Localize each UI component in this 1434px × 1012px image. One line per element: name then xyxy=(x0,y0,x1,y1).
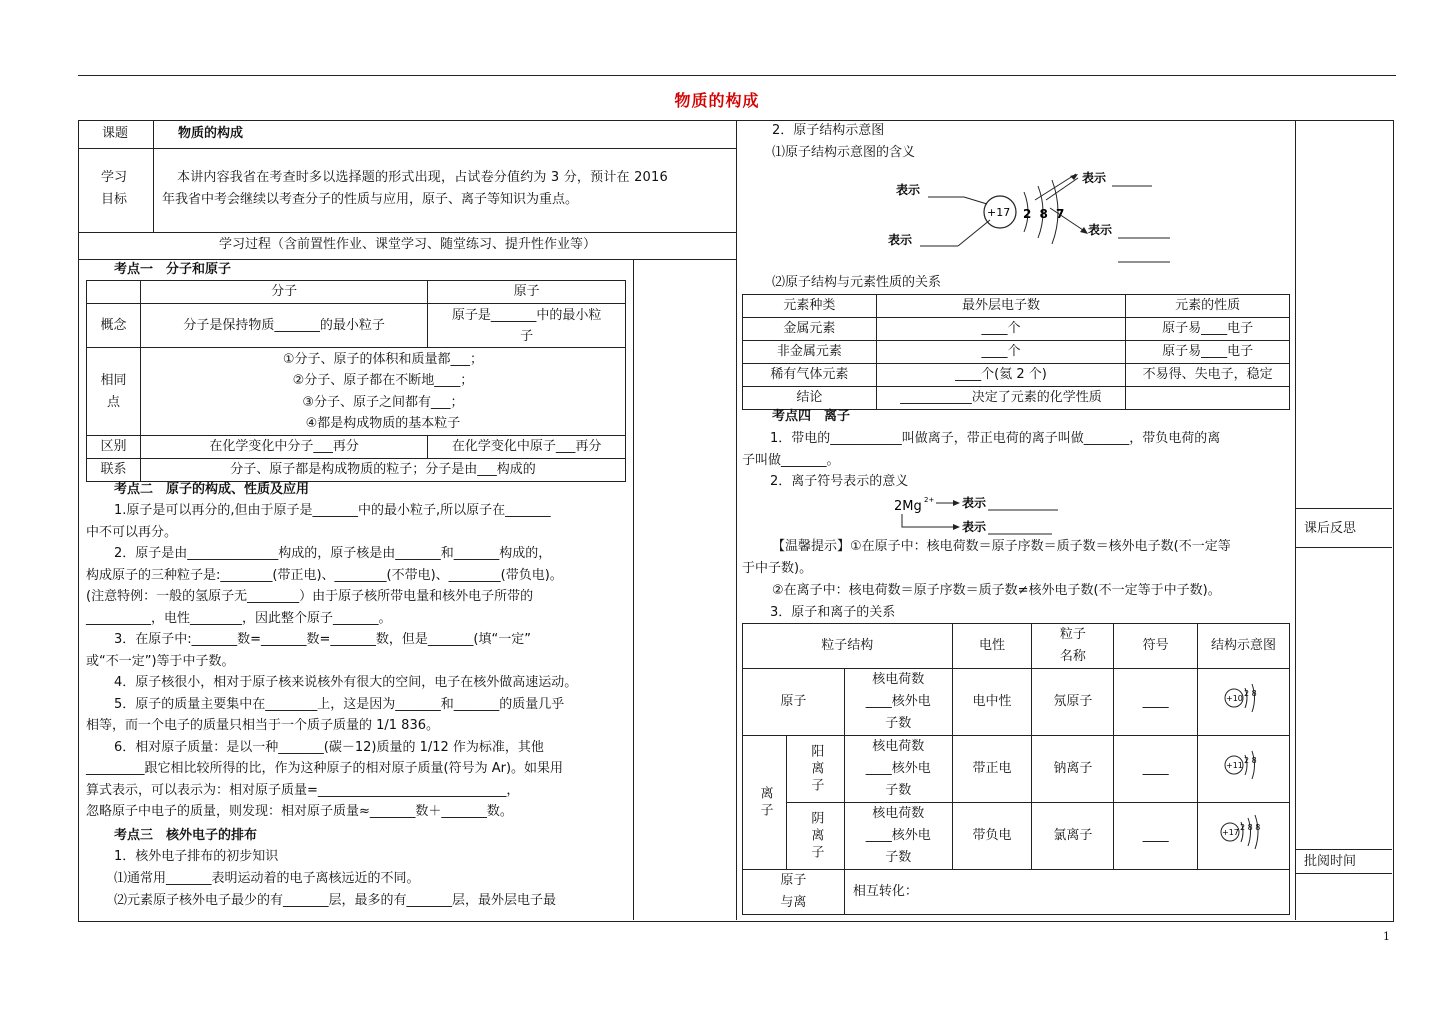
s2-sub1: ⑴原子结构示意图的含义 xyxy=(772,145,916,160)
goal-label-2: 目标 xyxy=(101,192,128,207)
side-rule-3 xyxy=(1296,849,1392,850)
k2-line: __________，电性________，因此整个原子_______。 xyxy=(86,610,392,626)
goal-line-2: 年我省中考会继续以考查分子的性质与应用，原子、离子等知识为重点。 xyxy=(162,192,579,207)
h-symbol: 符号 xyxy=(1114,624,1198,669)
rel-header: 元素种类 xyxy=(743,295,877,318)
concept-atom: 原子是_______中的最小粒 子 xyxy=(428,304,626,348)
atom-structure-diagram xyxy=(880,164,1180,268)
ion-symbol: ____ xyxy=(1114,736,1198,803)
k2-line: 2．原子是由______________构成的，原子核是由_______和_______构成的， xyxy=(114,546,552,561)
k2-line: 中不可以再分。 xyxy=(86,524,178,540)
topic-value: 物质的构成 xyxy=(178,126,244,141)
molecule-atom-table xyxy=(86,280,626,482)
k2-heading: 考点二 原子的构成、性质及应用 xyxy=(114,482,310,497)
k3-line: 1．核外电子排布的初步知识 xyxy=(114,849,279,864)
diff-atom: 在化学变化中原子___再分 xyxy=(428,436,626,459)
topic-label: 课题 xyxy=(102,126,129,141)
tip-line-3: ②在离子中：核电荷数＝原子序数＝质子数≠核外电子数(不一定等于中子数)。 xyxy=(772,583,1221,598)
ion-charge: 电中性 xyxy=(952,669,1032,736)
rel-cell: 原子易____电子 xyxy=(1126,341,1290,364)
ion-charge: 带正电 xyxy=(952,736,1032,803)
header-col-divider xyxy=(153,120,154,232)
k2-line: 4．原子核很小，相对于原子核来说核外有很大的空间，电子在核外做高速运动。 xyxy=(114,675,578,690)
ion-diagram xyxy=(1198,736,1290,803)
side-rule-2 xyxy=(1296,547,1392,548)
k4-line: 1．带电的___________叫做离子，带正电荷的离子叫做_______，带负电荷的离 xyxy=(770,431,1221,446)
ion-name: 氯离子 xyxy=(1032,803,1114,870)
row-cation: 阳离子 xyxy=(786,736,844,803)
k2-line: 忽略原子中电子的质量，则发现：相对原子质量≈_______数＋_______数。 xyxy=(86,804,513,819)
ion-name: 氖原子 xyxy=(1032,669,1114,736)
rel-header: 元素的性质 xyxy=(1126,295,1290,318)
h-name: 粒子 名称 xyxy=(1032,624,1114,669)
divider-side xyxy=(1295,120,1296,920)
ion-symbol: ____ xyxy=(1114,669,1198,736)
element-property-table xyxy=(742,294,1290,410)
diag-label-a: 表示 xyxy=(896,183,921,197)
page-number: 1 xyxy=(1383,930,1390,943)
k2-line: 6．相对原子质量：是以一种_______(碳－12)质量的 1/12 作为标准，其他 xyxy=(114,739,544,755)
diag-label-d: 表示 xyxy=(1088,223,1113,237)
rel-cell: 金属元素 xyxy=(743,318,877,341)
ion-diagram xyxy=(1198,669,1290,736)
col-molecule: 分子 xyxy=(140,281,427,304)
ion-name: 钠离子 xyxy=(1032,736,1114,803)
k2-line: 1.原子是可以再分的,但由于原子是_______中的最小粒子,所以原子在_______ xyxy=(114,503,551,518)
sodium-shells: 2 8 xyxy=(1243,756,1257,765)
s2-sub2: ⑵原子结构与元素性质的关系 xyxy=(772,275,942,290)
k1-heading: 考点一 分子和原子 xyxy=(114,262,232,277)
page-title: 物质的构成 xyxy=(674,91,760,110)
ion-desc: 核电荷数 ____核外电 子数 xyxy=(844,736,952,803)
review-time-label: 批阅时间 xyxy=(1304,854,1357,869)
sodium-ion-icon xyxy=(1222,745,1266,785)
ion-symbol: ____ xyxy=(1114,803,1198,870)
ion-diagram xyxy=(1198,803,1290,870)
mg-label-1: 表示 xyxy=(962,496,987,510)
neon-atom-icon xyxy=(1222,678,1266,718)
cell-empty xyxy=(87,281,141,304)
divider-left-inner xyxy=(633,259,634,920)
s2-title: 2．原子结构示意图 xyxy=(772,123,885,138)
k2-line: (注意特例：一般的氢原子无________）由于原子核所带电量和核外电子所带的 xyxy=(86,589,534,604)
neon-nucleus: +10 xyxy=(1225,694,1243,703)
rel-value: 相互转化： xyxy=(844,870,1289,915)
reflection-label: 课后反思 xyxy=(1304,521,1357,536)
k4-line: 2．离子符号表示的意义 xyxy=(770,474,909,489)
mg-charge: 2+ xyxy=(924,496,935,504)
side-rule-4 xyxy=(1296,873,1392,874)
rel-header: 最外层电子数 xyxy=(876,295,1126,318)
chloride-shells: 2 8 8 xyxy=(1239,823,1260,832)
k4-heading: 考点四 离子 xyxy=(772,409,851,424)
neon-shells: 2 8 xyxy=(1243,689,1257,698)
k4-line: 子叫做_______。 xyxy=(742,453,840,468)
rel-cell: 非金属元素 xyxy=(743,341,877,364)
diag-label-c: 表示 xyxy=(1082,171,1107,185)
atom-ion-table xyxy=(742,623,1290,915)
ion-desc: 核电荷数 ____核外电 子数 xyxy=(844,669,952,736)
tip-line-1: 【温馨提示】①在原子中：核电荷数＝原子序数＝质子数＝核外电子数(不一定等 xyxy=(772,539,1231,554)
k3-heading: 考点三 核外电子的排布 xyxy=(114,828,258,843)
k2-line: 或“不一定”)等于中子数。 xyxy=(86,653,235,669)
ion-desc: 核电荷数 ____核外电 子数 xyxy=(844,803,952,870)
tip-line-2: 于中子数)。 xyxy=(742,561,813,576)
ion-symbol-diagram xyxy=(892,492,1062,538)
row-diff: 区别 xyxy=(87,436,141,459)
row-concept: 概念 xyxy=(87,304,141,348)
k3-line: ⑵元素原子核外电子最少的有_______层，最多的有_______层，最外层电子最 xyxy=(114,893,557,908)
k2-line: 相等，而一个电子的质量只相当于一个质子质量的 1/1 836。 xyxy=(86,718,439,733)
row-link: 联系 xyxy=(87,459,141,482)
row-ion: 离子 xyxy=(743,736,787,870)
rel-cell xyxy=(1126,387,1290,410)
k2-line: 3．在原子中:_______数=_______数=_______数，但是_______(填“一定” xyxy=(114,632,531,647)
h-charge: 电性 xyxy=(952,624,1032,669)
same-points: ①分子、原子的体积和质量都___； ②分子、原子都在不断地____； ③分子、原子之间都有___； ④都是构成物质的基本粒子 xyxy=(140,348,625,436)
concept-molecule: 分子是保持物质_______的最小粒子 xyxy=(140,304,427,348)
process-label: 学习过程（含前置性作业、课堂学习、随堂练习、提升性作业等） xyxy=(218,237,596,252)
col-atom: 原子 xyxy=(428,281,626,304)
rel-cell: 不易得、失电子，稳定 xyxy=(1126,364,1290,387)
chloride-nucleus: +17 xyxy=(1221,828,1239,837)
row-atom: 原子 xyxy=(743,669,845,736)
mg-symbol: 2Mg xyxy=(894,499,922,514)
nucleus-label: +17 xyxy=(987,206,1011,219)
rel-cell: 稀有气体元素 xyxy=(743,364,877,387)
k2-line: 构成原子的三种粒子是:________(带正电)、________(不带电)、________(带负电)。 xyxy=(86,567,563,583)
sodium-nucleus: +11 xyxy=(1225,761,1243,770)
k2-line: 5．原子的质量主要集中在________上，这是因为_______和_______的质量几乎 xyxy=(114,696,565,712)
rel-cell: ___________决定了元素的化学性质 xyxy=(876,387,1126,410)
mg-label-2: 表示 xyxy=(962,520,987,534)
top-rule xyxy=(78,75,1396,76)
header-rule-1 xyxy=(78,148,737,149)
s3-title: 3．原子和离子的关系 xyxy=(770,605,896,620)
rel-cell: ____个(氦 2 个) xyxy=(876,364,1126,387)
rel-cell: 结论 xyxy=(743,387,877,410)
k3-line: ⑴通常用_______表明运动着的电子离核远近的不同。 xyxy=(114,871,420,886)
diff-molecule: 在化学变化中分子___再分 xyxy=(140,436,427,459)
row-anion: 阴离子 xyxy=(786,803,844,870)
chloride-ion-icon xyxy=(1218,812,1270,852)
link-text: 分子、原子都是构成物质的粒子；分子是由___构成的 xyxy=(140,459,625,482)
goal-label-1: 学习 xyxy=(101,170,128,185)
row-same: 相同 点 xyxy=(87,348,141,436)
h-diagram: 结构示意图 xyxy=(1198,624,1290,669)
diag-label-b: 表示 xyxy=(888,233,913,247)
rel-cell: 原子易____电子 xyxy=(1126,318,1290,341)
header-rule-2 xyxy=(78,232,737,233)
rel-cell: ____个 xyxy=(876,341,1126,364)
shell-numbers: 2 8 7 xyxy=(1023,207,1067,221)
ion-charge: 带负电 xyxy=(952,803,1032,870)
rel-cell: ____个 xyxy=(876,318,1126,341)
rel-label: 原子 与离 xyxy=(743,870,845,915)
h-struct: 粒子结构 xyxy=(743,624,953,669)
k2-line: _________跟它相比较所得的比，作为这种原子的相对原子质量(符号为 Ar)。如果用 xyxy=(86,761,564,776)
side-rule-1 xyxy=(1296,508,1392,509)
goal-line-1: 本讲内容我省在考查时多以选择题的形式出现，占试卷分值约为 3 分，预计在 2016 xyxy=(177,170,668,185)
k2-line: 算式表示，可以表示为：相对原子质量=_____________________________， xyxy=(86,782,520,798)
